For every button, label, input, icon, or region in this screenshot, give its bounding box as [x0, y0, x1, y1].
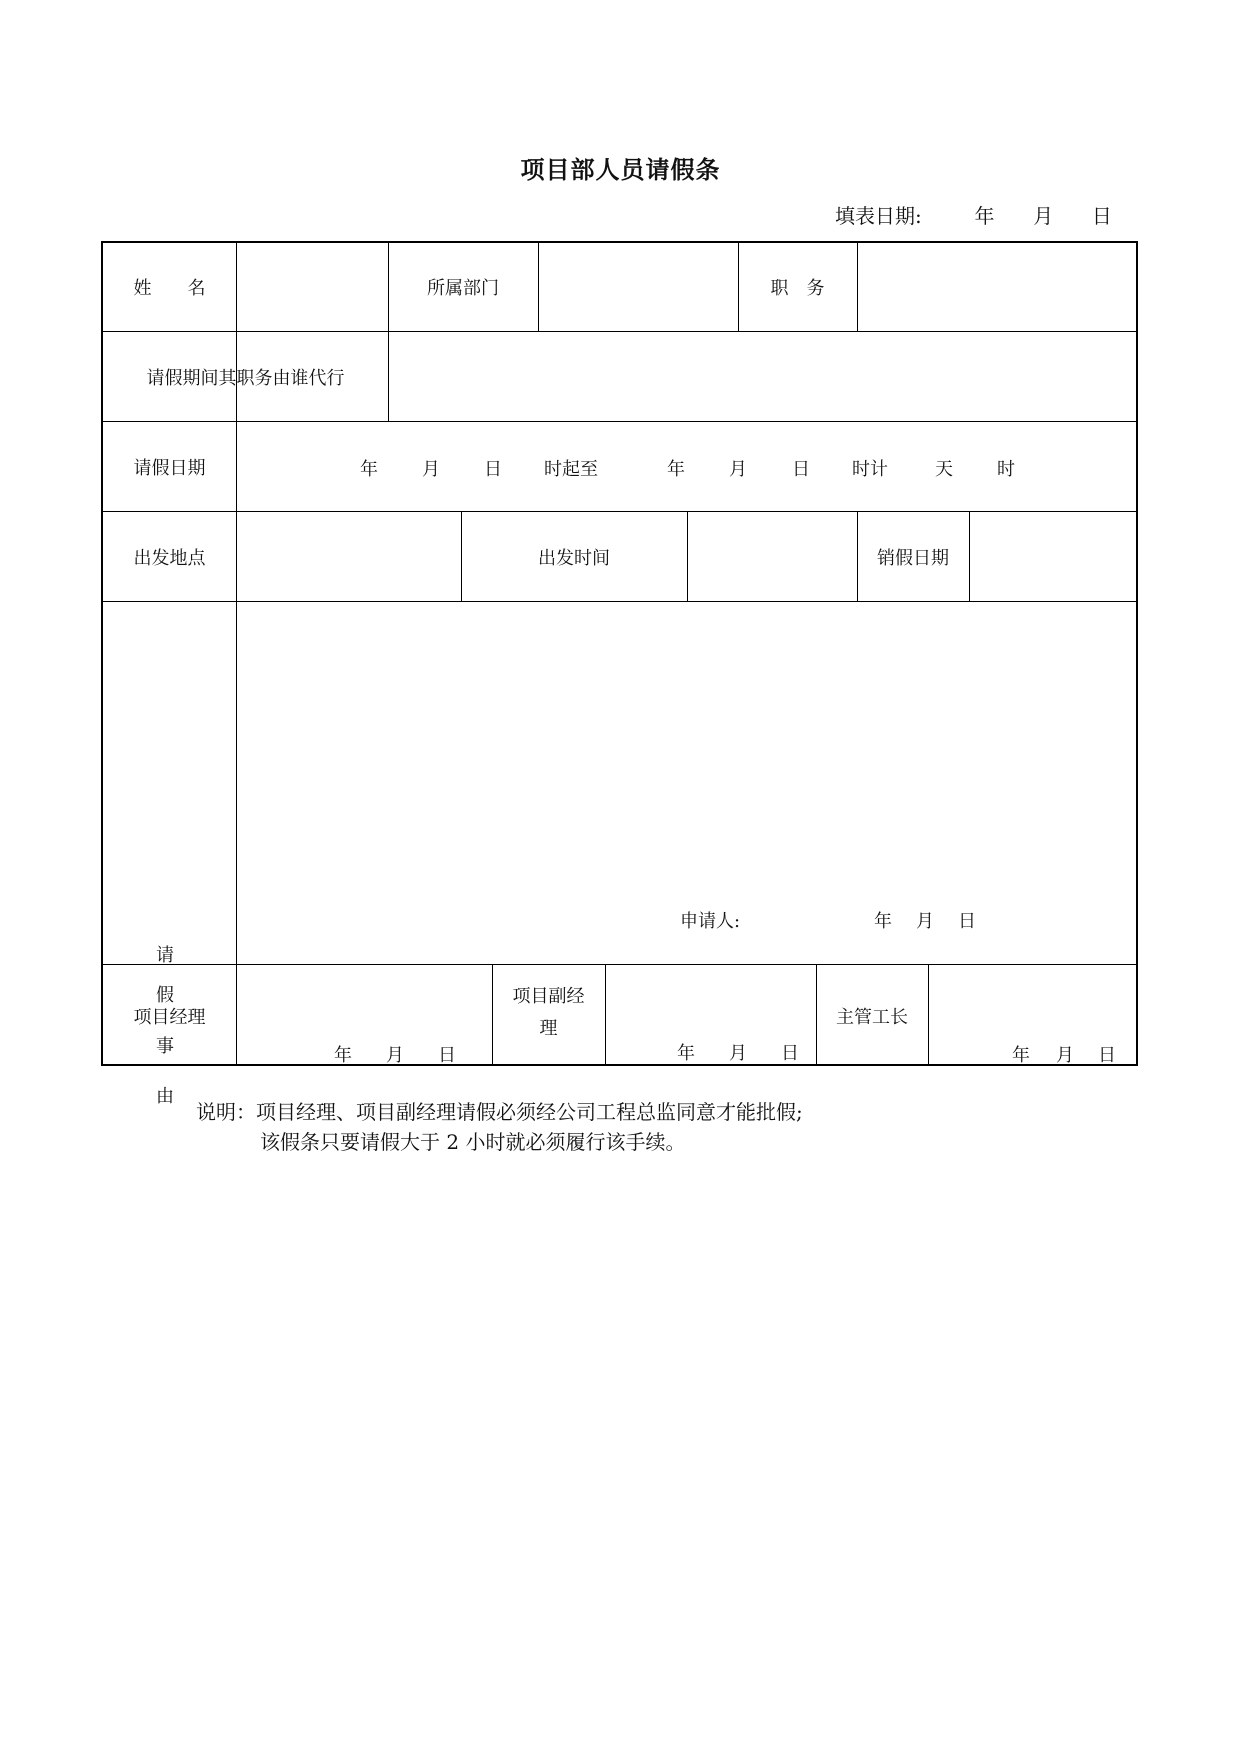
applicant-month: 月 — [916, 911, 934, 932]
position-field[interactable] — [858, 243, 1136, 331]
deputy-pm-month: 月 — [729, 1043, 747, 1064]
department-field[interactable] — [539, 243, 738, 331]
reason-char-2: 假 — [156, 985, 174, 1006]
footnote — [196, 1097, 803, 1157]
depart-time-label: 出发时间 — [538, 547, 610, 569]
deputy-pm-label-line2: 理 — [539, 1018, 558, 1039]
deputy-label: 请假期间其职务由谁代行 — [146, 367, 345, 389]
fill-date-label: 填表日期: — [835, 204, 922, 228]
foreman-day: 日 — [1098, 1045, 1116, 1066]
deputy-pm-year: 年 — [677, 1043, 695, 1064]
position-label: 职 务 — [770, 278, 825, 299]
leave-form-table — [101, 241, 1138, 1107]
to-month: 月 — [729, 459, 747, 480]
pm-label: 项目经理 — [133, 1006, 206, 1028]
foreman-year: 年 — [1012, 1045, 1030, 1066]
applicant-line — [680, 907, 740, 933]
fill-date-year: 年 — [974, 204, 995, 228]
to-year: 年 — [667, 459, 685, 480]
reason-char-1: 请 — [156, 945, 174, 966]
depart-time-field[interactable] — [688, 512, 857, 601]
depart-place-field[interactable] — [237, 512, 461, 601]
deputy-field[interactable] — [389, 332, 1136, 421]
deputy-pm-label — [492, 965, 605, 1066]
return-date-field[interactable] — [970, 512, 1136, 601]
depart-place-label: 出发地点 — [133, 547, 206, 569]
page-title: 项目部人员请假条 — [520, 156, 721, 184]
total-hours: 时 — [997, 459, 1015, 480]
leave-date-label: 请假日期 — [133, 457, 206, 479]
to-hour-total: 时计 — [852, 459, 888, 480]
reason-char-4: 由 — [156, 1086, 174, 1107]
name-field[interactable] — [237, 243, 388, 331]
applicant-day: 日 — [958, 911, 976, 932]
leave-date-range[interactable] — [103, 455, 1136, 479]
department-label: 所属部门 — [427, 278, 499, 299]
reason-char-3: 事 — [156, 1036, 174, 1057]
deputy-pm-label-line1: 项目副经 — [512, 986, 585, 1007]
foreman-month: 月 — [1056, 1045, 1074, 1066]
fill-date — [835, 200, 1112, 229]
total-days: 天 — [935, 459, 953, 480]
foreman-label: 主管工长 — [836, 1006, 908, 1028]
applicant-label: 申请人: — [680, 911, 741, 932]
deputy-pm-day: 日 — [781, 1043, 799, 1064]
fill-date-month: 月 — [1033, 204, 1054, 228]
from-year: 年 — [360, 459, 378, 480]
name-label: 姓 名 — [133, 278, 206, 299]
applicant-year: 年 — [874, 911, 892, 932]
footnote-line-1: 说明：项目经理、项目副经理请假必须经公司工程总监同意才能批假; — [196, 1100, 803, 1124]
to-day: 日 — [792, 459, 810, 480]
from-month: 月 — [422, 459, 440, 480]
pm-month: 月 — [386, 1045, 404, 1066]
pm-day: 日 — [438, 1045, 456, 1066]
from-day: 日 — [484, 459, 502, 480]
reason-label — [103, 602, 236, 964]
fill-date-day: 日 — [1091, 204, 1112, 228]
from-hour: 时起至 — [544, 459, 598, 480]
return-date-label: 销假日期 — [877, 547, 949, 569]
footnote-line-2: 该假条只要请假大于 2 小时就必须履行该手续。 — [260, 1130, 686, 1154]
pm-year: 年 — [334, 1045, 352, 1066]
